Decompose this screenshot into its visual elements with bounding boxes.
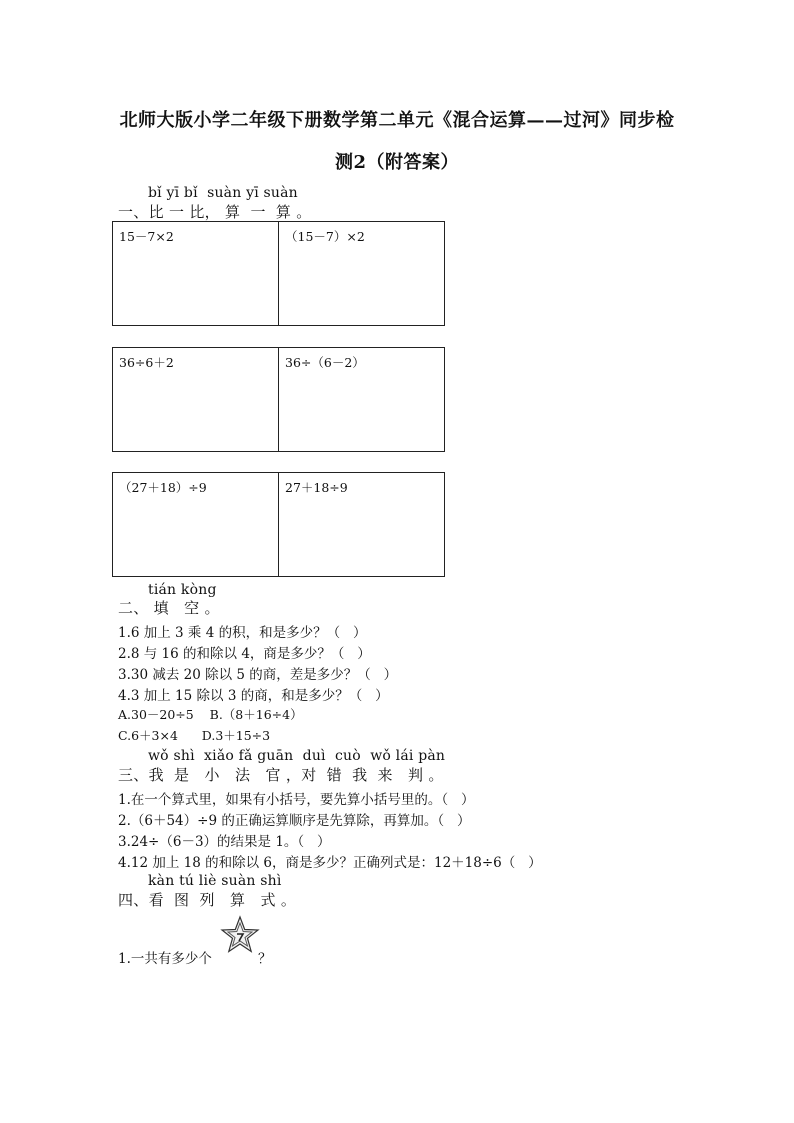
expression-left: 15－7×2 [119,229,174,244]
judge-item: 4.12 加上 18 的和除以 6，商是多少？正确列式是：12＋18÷6（ ） [118,855,542,871]
page-title-line2: 测2（附答案） [334,152,460,173]
table-cell [113,473,278,576]
question-item: 4.3 加上 15 除以 3 的商，和是多少？（ ） [118,688,389,704]
expression-right: 36÷（6－2） [285,355,365,370]
section4-pinyin: kàn tú liè suàn shì [148,873,282,889]
expression-right: 27＋18÷9 [285,480,348,495]
star-icon [220,914,260,958]
expression-left: 36÷6＋2 [119,355,174,370]
table-cell [113,222,278,325]
picture-question-text: 1.一共有多少个 [118,951,212,967]
judge-item: 2.（6＋54）÷9 的正确运算顺序是先算除，再算加。（ ） [118,813,471,829]
table-cell [278,222,444,325]
judge-item: 1.在一个算式里，如果有小括号，要先算小括号里的。（ ） [118,792,475,808]
section2-heading: 二、 填 空 。 [118,599,220,617]
compare-table-3 [112,472,445,577]
question-item: 2.8 与 16 的和除以 4，商是多少？（ ） [118,646,371,662]
section4-heading: 四、看 图 列 算 式 。 [118,891,297,909]
section1-heading: 一、比 一 比， 算 一 算 。 [118,203,312,221]
picture-question-end: ？ [258,951,272,967]
section3-pinyin: wǒ shì xiǎo fǎ guān duì cuò wǒ lái pàn [148,748,446,764]
compare-table-2 [112,347,445,452]
page-title-line1: 北师大版小学二年级下册数学第二单元《混合运算——过河》同步检 [119,110,675,131]
question-item: 1.6 加上 3 乘 4 的积，和是多少？（ ） [118,625,367,641]
table-cell [278,348,444,451]
compare-table-1 [112,221,445,326]
answer-options: C.6＋3×4 D.3＋15÷3 [118,728,271,743]
expression-right: （15－7）×2 [285,229,365,244]
section3-heading: 三、我 是 小 法 官 ，对 错 我 来 判 。 [118,766,444,784]
section2-pinyin: tián kòng [148,582,217,598]
question-item: 3.30 减去 20 除以 5 的商，差是多少？（ ） [118,667,398,683]
table-cell [278,473,444,576]
table-cell [113,348,278,451]
section1-pinyin: bǐ yī bǐ suàn yī suàn [148,185,298,201]
judge-item: 3.24÷（6－3）的结果是 1。（ ） [118,834,331,850]
expression-left: （27＋18）÷9 [119,480,207,495]
answer-options: A.30－20÷5 B.（8＋16÷4） [118,707,303,722]
